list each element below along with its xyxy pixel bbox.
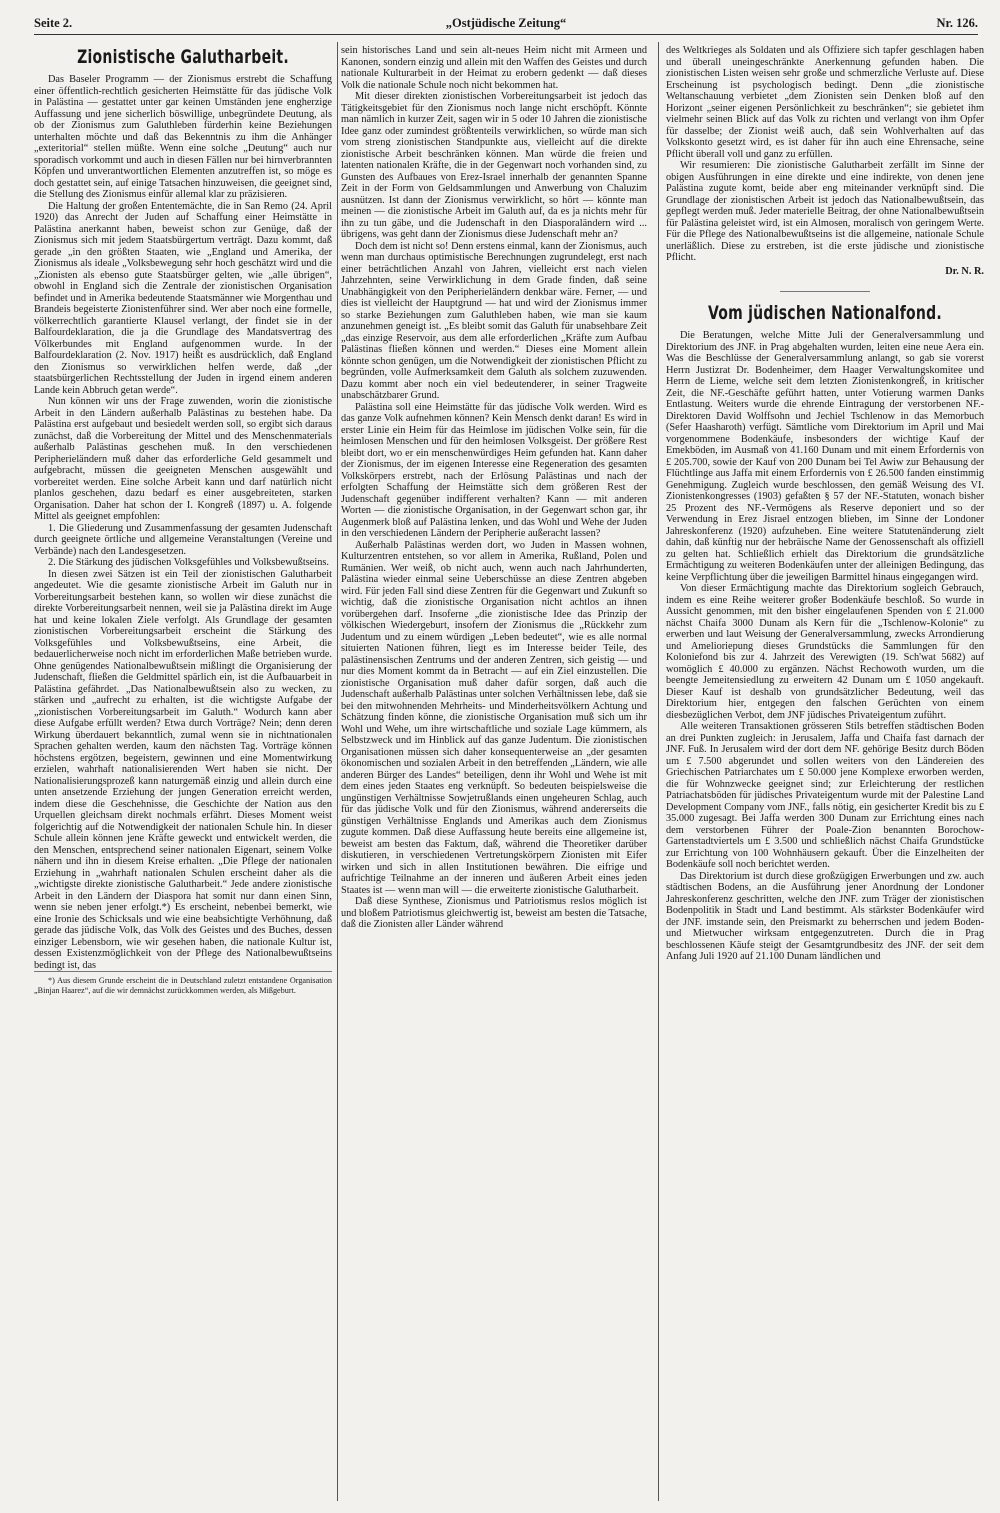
column-divider <box>658 42 659 1501</box>
paragraph: sein historisches Land und sein alt-neues Heim nicht mit Armeen und Kanonen, sondern einzig und allein mit den Waffen des Geistes und durch nationale Kulturarbeit in der Heimat zu erobern gedenkt — daß dieses Volk die nationale Schule noch nicht bekommen hat. <box>341 45 647 91</box>
paragraph: Das Baseler Programm — der Zionismus erstrebt die Schaffung einer öffentlich-rechtlich gesicherten Heimstätte für das jüdische Volk in Palästina — gestattet unter gar keinen Umständen jene engherzige Auffassung und jene sicherlich böswillige, unbegründete Deutung, als ob der Zionismus zum Galuthleben fürderhin keine Beziehungen unterhalten möchte und daß das Bekenntnis zu ihm die Anhänger „exteritorial“ stellen müßte. Wenn eine solche „Deutung“ auch nur sporadisch vorkommt und auch in diesen Fällen nur bei hirnverbrannten Köpfen und unverantwortlichen Elementen anzutreffen ist, so möge es doch gestattet sein, auf einige Tatsachen hinzuweisen, die geeignet sind, die Stellung des Zionismus einfür allemal klar zu präzisieren. <box>34 74 332 200</box>
paragraph: Doch dem ist nicht so! Denn erstens einmal, kann der Zionismus, auch wenn man durchaus optimistische Berechnungen zugrundelegt, erst nach einer beträchtlichen Anzahl von Jahren, vielleicht erst nach vielen Jahrzehnten, seine Verwirklichung in dem Grade finden, daß seine Unabhängigkeit von den Peripherieländern denkbar wäre. Ferner, — und dies ist vielleicht der Hauptgrund — hat und wird der Zionismus immer so starke Beziehungen zum Galuthleben haben, wie man sie kaum anzunehmen geneigt ist. „Es bleibt somit das Galuth für unabsehbare Zeit „das einzige Reservoir, aus dem alle erforderlichen „Kräfte zum Aufbau Palästinas fließen können und werden.“ Dieses eine Moment allein könnte schon genügen, um die Notwendigkeit der zionistischen Pflicht zu begründen, volle Aufmerksamkeit dem Galuth als solchem zuzuwenden. Dazu kommt aber noch ein viel bedeutenderer, in seiner Tragweite unabschätzbarer Grund. <box>341 240 647 401</box>
page-header <box>34 14 978 35</box>
paragraph: Außerhalb Palästinas werden dort, wo Juden in Massen wohnen, Kulturzentren entstehen, so vor allem in Amerika, Rußland, Polen und Rumänien. Wer weiß, ob nicht auch, wenn auch nach Jahrhunderten, Palästina wieder einmal seine Ueberschüsse an diese Zentren abgeben wird. Für jeden Fall sind diese Zentren für die Gegenwart und Zukunft so wichtig, daß die zionistische Organisation nicht achtlos an ihnen vorübergehen darf. Insoferne „die zionistische Idee das Prinzip der völkischen Wiedergeburt, insofern der Zionismus die „Rückkehr zum Judentum und zu einem würdigen „Leben bedeutet“, wie es alle normal situierten Nationen führen, liegt es im Interesse beider Teile, des palästinensischen Zentrums und der anderen Zentren, sich geistig — und nur dies Moment kommt da in Betracht — auf ein Ziel einzustellen. Die zionistische Organisation muß daher dafür sorgen, daß auch die Judenschaft außerhalb Palästinas unter solchen Verhältnissen lebe, daß sie bei den mitwohnenden Mehrheits- und Minderheitsvölkern Achtung und Schätzung finden könne, die zionistische Organisation muß sich um ihr Wohl und Wehe, um ihre wirtschaftliche und soziale Lage kümmern, als Selbstzweck und im Hinblick auf das ganze Judentum. Die zionistischen Organisationen müssen sich daher konsequenterweise an „der gesamten ökonomischen und sozialen Arbeit in den betreffenden „Ländern, wie alle anderen Bürger des Landes“ beteiligen, denn ihr Wohl und Wehe ist mit dem eines jeden Staates eng verknüpft. So bedeuten beispielsweise die ungünstigen Verhältnisse Sowjetrußlands einen ungeheuren Schlag, auch für das jüdische Volk und für den Zionismus, während andererseits die günstigen Verhältnisse Englands und Amerikas auch dem Zionismus zugute kommen. Daß diese Auffassung heute bereits eine allgemeine ist, beweist am besten das Faktum, daß, während die Theoretiker darüber diskutieren, in verschiedenen Vertretungskörpern Zionisten mit Eifer wirken und sich in allen Institutionen bewähren. Die eifrige und aufrichtige Teilnahme an der inneren und äußeren Arbeit eines jeden Staates ist — wenn man will — die erweiterte zionistische Galutharbeit. <box>341 539 647 896</box>
paragraph: 1. Die Gliederung und Zusammenfassung der gesamten Judenschaft durch geeignete örtliche und allgemeine Veranstaltungen (Vereine und Verbände) nach den Landesgesetzen. <box>34 522 332 557</box>
column-3 <box>666 45 984 1505</box>
issue-number: Nr. 126. <box>936 16 978 30</box>
newspaper-name: „Ostjüdische Zeitung“ <box>445 16 567 30</box>
paragraph: Alle weiteren Transaktionen grösseren Stils betreffen städtischen Boden an drei Punkten zugleich: in Jerusalem, Jaffa und Chaifa fast darnach der JNF. Fuß. In Jerusalem wird der dort dem NF. gehörige Besitz durch Böden um £ 7.500 abgerundet und sollen weiters von den Ländereien des Griechischen Patriarchates um £ 50.000 jene Komplexe erworben werden, die für Wohnzwecke geeignet sind; zur Erleichterung der restlichen Patriachatsböden für jüdisches Privateigentum wurde mit der Palestine Land Development Company vom JNF., falls nötig, ein gesicherter Kredit bis zu £ 35.000 zugesagt. Bei Jaffa werden 300 Dunam zur Errichtung eines nach dem verstorbenen Führer der Poale-Zion benannten Borochow-Gartenstadtviertels um £ 3.500 und schließlich nächst Chaifa Grundstücke zur Errichtung von 100 Wohnhäusern gekauft. Über die Einzelheiten der Bodenkäufe soll noch berichtet werden. <box>666 721 984 870</box>
paragraph: Daß diese Synthese, Zionismus und Patriotismus reslos möglich ist und bloßem Patriotismus gleichwertig ist, beweist am besten die Tatsache, daß die Zionisten aller Länder während <box>341 896 647 930</box>
article-title: Vom jüdischen Nationalfond. <box>707 302 942 324</box>
author-signature: Dr. N. R. <box>945 265 984 277</box>
page-number: Seite 2. <box>34 16 73 30</box>
article-separator <box>780 291 870 292</box>
paragraph: In diesen zwei Sätzen ist ein Teil der zionistischen Galutharbeit angedeutet. Wie die gesamte zionistische Arbeit im Galuth nur in Vorbereitungsarbeit bestehen kann, so wollen wir diese zunächst die direkte Vorbereitungsarbeit nennen, weil sie ja Palästina direkt im Auge hat und keine lokalen Ziele verfolgt. Als Grundlage der gesamten zionistischen Vorbereitungsarbeit erscheint die Stärkung des Volksgefühles und Volksbewußtseins, eine Arbeit, die bedauerlicherweise noch nicht im erforderlichen Maße betrieben wurde. Ohne genügendes Nationalbewußtsein mißlingt die Organisierung der Judenschaft, fließen die Geldmittel spärlich ein, ist die Aufbauarbeit in Palästina gefährdet. „Das Nationalbewußtsein also zu wecken, zu stärken und „aufrecht zu erhalten, ist die wichtigste Aufgabe der „zionistischen Vorbereitungsarbeit im Galuth.“ Wodurch kann aber diese Aufgabe erfüllt werden? Etwa durch Vorträge? Nein; denn deren Wirkung überdauert bekanntlich, zumal wenn sie in nichtnationalen Sprachen gehalten werden, kaum den nächsten Tag. Vorträge können höchstens ergötzen, begeistern, gewinnen und eine Momentwirkung erzielen, wahrhaft nationalisierenden Wert haben sie nicht. Der Nationalisierungsprozeß kann naturgemäß einzig und allein durch eine unten ansetzende Erziehung der jungen Generation erreicht werden, indem diese die Geschehnisse, die Geschichte der Nation aus den Urquellen gleichsam direkt nochmals erfährt. Dieses Moment weist folgerichtig auf die Notwendigkeit der nationalen Schule hin. In dieser Schule allein können jene Kräfte geweckt und entwickelt werden, die den Menschen, entsprechend seiner nationalen Eigenart, seinem Volke nähern und ihn in diesem Kreise erhalten. „Die Pflege der nationalen Erziehung in „wahrhaft nationalen Schulen erscheint daher als die „wichtigste direkte zionistische Galutharbeit.“ Jede andere zionistische Arbeit in den Ländern der Diaspora hat somit nur dann einen Sinn, wenn sie neben jener erfolgt.*) Es erscheint, nebenbei bemerkt, wie eine Ironie des Schicksals und wie eine beabsichtigte Verhöhnung, daß gerade das jüdische Volk, das Volk des Geistes und des Buches, dessen einziger Lebensborn, wie wir gesehen haben, die nationale Kultur ist, dessen Existenzmöglichkeit von der Pflege des Nationalbewußtseins bedingt ist, das <box>34 568 332 971</box>
paragraph: des Weltkrieges als Soldaten und als Offiziere sich tapfer geschlagen haben und überall uneingeschränkte Anerkennung gefunden haben. Die zionistischen Listen weisen sehr große und schmerzliche Verluste auf. Diese Erscheinung ist psychologisch bedingt. Denn „die zionistische Weltanschauung verbietet „dem Zionisten sein Denken bloß auf den Horizont „seiner eigenen Persönlichkeit zu beschränken“; sie gebietet ihm vielmehr seinen Blick auf das Volk zu richten und verlangt von ihm Opfer für dasselbe; der Zionist weiß auch, daß sein Wohlverhalten auf das Volkskonto gesetzt wird, es ist daher für ihn auch eine Ehrensache, seine Pflicht überall voll und ganz zu erfüllen. <box>666 45 984 160</box>
column-1 <box>34 42 332 1505</box>
paragraph: Nun können wir uns der Frage zuwenden, worin die zionistische Arbeit in den Ländern außerhalb Palästinas zu bestehen habe. Da Palästina erst aufgebaut und besiedelt werden soll, so ergibt sich daraus zunächst, daß die Vorbereitung der Mittel und des Menschenmaterials außerhalb Palästinas geschehen muß. In den verschiedenen Peripherieländern muß daher das erforderliche Geld gesammelt und aufgebracht, müssen die geeigneten Menschen ausgewählt und vorbereitet werden. Eine solche Arbeit kann und darf natürlich nicht planlos geschehen, dazu bedarf es einer ausgebreiteten, starken Organisation. Daher hat schon der I. Kongreß (1897) u. A. folgende Mittel als geeignet empfohlen: <box>34 396 332 522</box>
paragraph: Wir resumieren: Die zionistische Galutharbeit zerfällt im Sinne der obigen Ausführungen in eine direkte und eine indirekte, von denen jene Palästina zugute komt, beide aber eng miteinander verknüpft sind. Die Grundlage der zionistischen Arbeit ist jedoch das Nationalbewußtsein, das gepflegt werden muß. Jeder materielle Beitrag, der ohne Nationalbewußtsein für Palästina geleistet wird, ist ein Almosen, moralisch von geringem Werte. Für die Pflege des Nationalbewußtseins ist die allgemeine, nationale Schule unerläßlich. Diese zu erstreben, ist die erste jüdische und zionistische Pflicht. <box>666 160 984 263</box>
footnote: *) Aus diesem Grunde erscheint die in Deutschland zuletzt entstandene Organisation „Binjan Haarez“, auf die wir demnächst zurückkommen werden, als Mißgeburt. <box>34 971 332 995</box>
paragraph: Die Haltung der großen Ententemächte, die in San Remo (24. April 1920) das Anrecht der Juden auf Schaffung einer Heimstätte in Palästina anerkannt haben, beweist schon zur Genüge, daß der Zionismus sich mit jedem Staatsbürgertum verträgt. Dazu kommt, daß gerade „in den größten Staaten, wie „England und Amerika, der Zionismus als ideale „Volksbewegung sehr hoch geschätzt wird und die „Zionisten als ebenso gute Staatsbürger gelten, wie „alle übrigen“, obwohl in England sich die Zentrale der zionistischen Organisation befindet und in Amerika bedeutende Staatsmänner wie Morgenthau und Brandeis begeisterte Zionistenführer sind. Wer aber noch eine formelle, völkerrechtlich garantierte Klausel verlangt, der findet sie in der Balfourdeklaration, die ja die Grundlage des Mandatsvertrag des Völkerbundes mit England aufgenommen wurde. In der Balfourdeklaration (2. Nov. 1917) heißt es ausdrücklich, daß England den Zionismus so verwirklichen helfen werde, daß „der staatsbürgerlichen Rechtsstellung der Juden in irgend einem anderen Lande kein Abbruch getan werde“. <box>34 200 332 396</box>
article-title: Zionistische Galutharbeit. <box>77 46 289 68</box>
paragraph: Mit dieser direkten zionistischen Vorbereitungsarbeit ist jedoch das Tätigkeitsgebiet für den Zionismus noch lange nicht erschöpft. Könnte man nämlich in kurzer Zeit, sagen wir in 5 oder 10 Jahren die zionistische Idee ganz oder zumindest größtenteils verwirklichen, so würde man sich vom streng zionistischen Standpunkte aus, vielleicht auf die direkte zionistische Arbeit beschränken können. Man würde die freien und latenten nationalen Kräfte, die in der Gegenwart noch vorhanden sind, zu Gunsten des Aufbaues von Erez-Israel innerhalb der genannten Spanne Zeit in der Form von Geldsammlungen und Anwerbung von Chaluzim ausnützen. Ist dann der Zionismus verwirklicht, so hört — könnte man meinen — die zionistische Arbeit im Galuth auf, da es ja nichts mehr für ihn zu tun gäbe, und die Judenschaft in den Diasporaländern wird ... übrigens, was geht dann der Zionismus diese Judenschaft mehr an? <box>341 91 647 240</box>
paragraph: Palästina soll eine Heimstätte für das jüdische Volk werden. Wird es das ganze Volk aufnehmen können? Kein Mensch denkt daran! Es wird in erster Linie ein Heim für das Heimlose im jüdischen Volke sein, für die heimlosen Menschen und für den heimlosen Volksgeist. Der größere Rest bleibt dort, wo er ein menschenwürdiges Heim gefunden hat. Kann daher der Zionismus, der im eigenen Interesse eine Regeneration des gesamten Volkskörpers erstrebt, nach der Erlösung Palästinas und nach der erfolgten Schaffung der Heimstätte sich dem größeren Rest der Judenschaft gegenüber indifferent verhalten? Kann — mit anderen Worten — die zionistische Organisation, in der Gegenwart schon gar, ihr Augenmerk bloß auf Palästina lenken, und das Wohl und Wehe der Juden in den verschiedenen Ländern der Peripherie außeracht lassen? <box>341 401 647 539</box>
paragraph: Das Direktorium ist durch diese großzügigen Erwerbungen und zw. auch städtischen Bodens, an die Ausführung jener Anordnung der Londoner Jahreskonferenz geschritten, welche den JNF. zum Träger der zionistischen Bodenpolitik in Stadt und Land bestimmt. Als stärkster Bodenkäufer wird der JNF. imstande sein, den Preismarkt zu beherrschen und jedem Boden- und Mietwucher wirksam entgegenzutreten. Durch die in Prag beschlossenen Käufe steigt der Gesamtgrundbesitz des JNF. der seit dem Anfang Juli 1920 auf 21.100 Dunam ländlichen und <box>666 870 984 962</box>
paragraph: 2. Die Stärkung des jüdischen Volksgefühles und Volksbewußtseins. <box>48 557 329 568</box>
paragraph: Die Beratungen, welche Mitte Juli der Generalversammlung und Direktorium des JNF. in Prag abgehalten wurden, leiten eine neue Aera ein. Was die Beschlüsse der Generalversammlung anlangt, so gab sie vorerst Herrn Justizrat Dr. Bodenheimer, dem Haager Verwaltungskomitee und Herrn de Lieme, welche seit dem letzten Zionistenkongreß, in kritischer Zeit, die NF.-Geschäfte geführt hatten, unter Votierung warmen Danks Entlastung. Weiters wurde die ehrende Eintragung der verstorbenen NF.-Direktoren David Wolffsohn und Jechiel Tschlenow in das Memorbuch (Sefer Haasharoth) verfügt. Sämtliche vom Direktorium im April und Mai vorgenommene Bodenkäufe, insbesonders der wichtige Kauf der Emekböden, im Ausmaß von 41.160 Dunam und mit einem Erfordernis von £ 205.700, sowie der Kauf von 200 Dunam bei Tel Awiw zur Behausung der Flüchtlinge aus Jaffa mit einem Erfordernis von £ 26.500 fanden einstimmig Genehmigung. Zugleich wurde beschlossen, den gemäß Weisung des VI. Zionistenkongresses (1903) gefaßten § 57 der NF.-Statuten, wonach bisher 25 Prozent des NF.-Vermögens als Reserve deponiert und so der Verwendung in Erez Jisrael entzogen blieben, im Sinne der Londoner Jahreskonferenz (1920) aufzuheben. Eine weitere Statutenänderung zielt dahin, daß künftig nur der hebräische Name der Genossenschaft als offiziell zu gelten hat. Schließlich erhielt das Direktorium die grundsätzliche Ermächtigung zu weiteren Bodenkäufen unter der alleinigen Bedingung, das keine Verpflichtung über die jeweiligen Barmittel hinaus eingegangen wird. <box>666 330 984 583</box>
column-2 <box>341 45 647 1505</box>
column-divider <box>337 42 338 1501</box>
paragraph: Von dieser Ermächtigung machte das Direktorium sogleich Gebrauch, indem es eine Reihe weiterer großer Bodenkäufe beschloß. So wurde in Aussicht genommen, mit den bisher eingelaufenen Spenden von £ 21.000 nächst Chaifa 3000 Dunam als Kern für die „Tschlenow-Kolonie“ zu erwerben und laut Weisung der Generalversammlung, zwecks Arrondierung und Amelioriерung dieses Grundstücks die Sammlungen für den Koloniefond bis zur 4. Jahrzeit des Verewigten (19. Sch'wat 5682) auf womöglich £ 40.000 zu ergänzen. Nächst Rechowoth wurden, um die beengte Jemeitensiedlung zu erweitern 42 Dunam um £ 1050 angekauft. Dieser Kauf ist deshalb von grundsätzlicher Bedeutung, weil das Direktorium hier, entgegen den falschen Gerüchten von einem diesbezüglichen Verbot, dem JNF jüdisches Privateigentum zuführt. <box>666 583 984 721</box>
